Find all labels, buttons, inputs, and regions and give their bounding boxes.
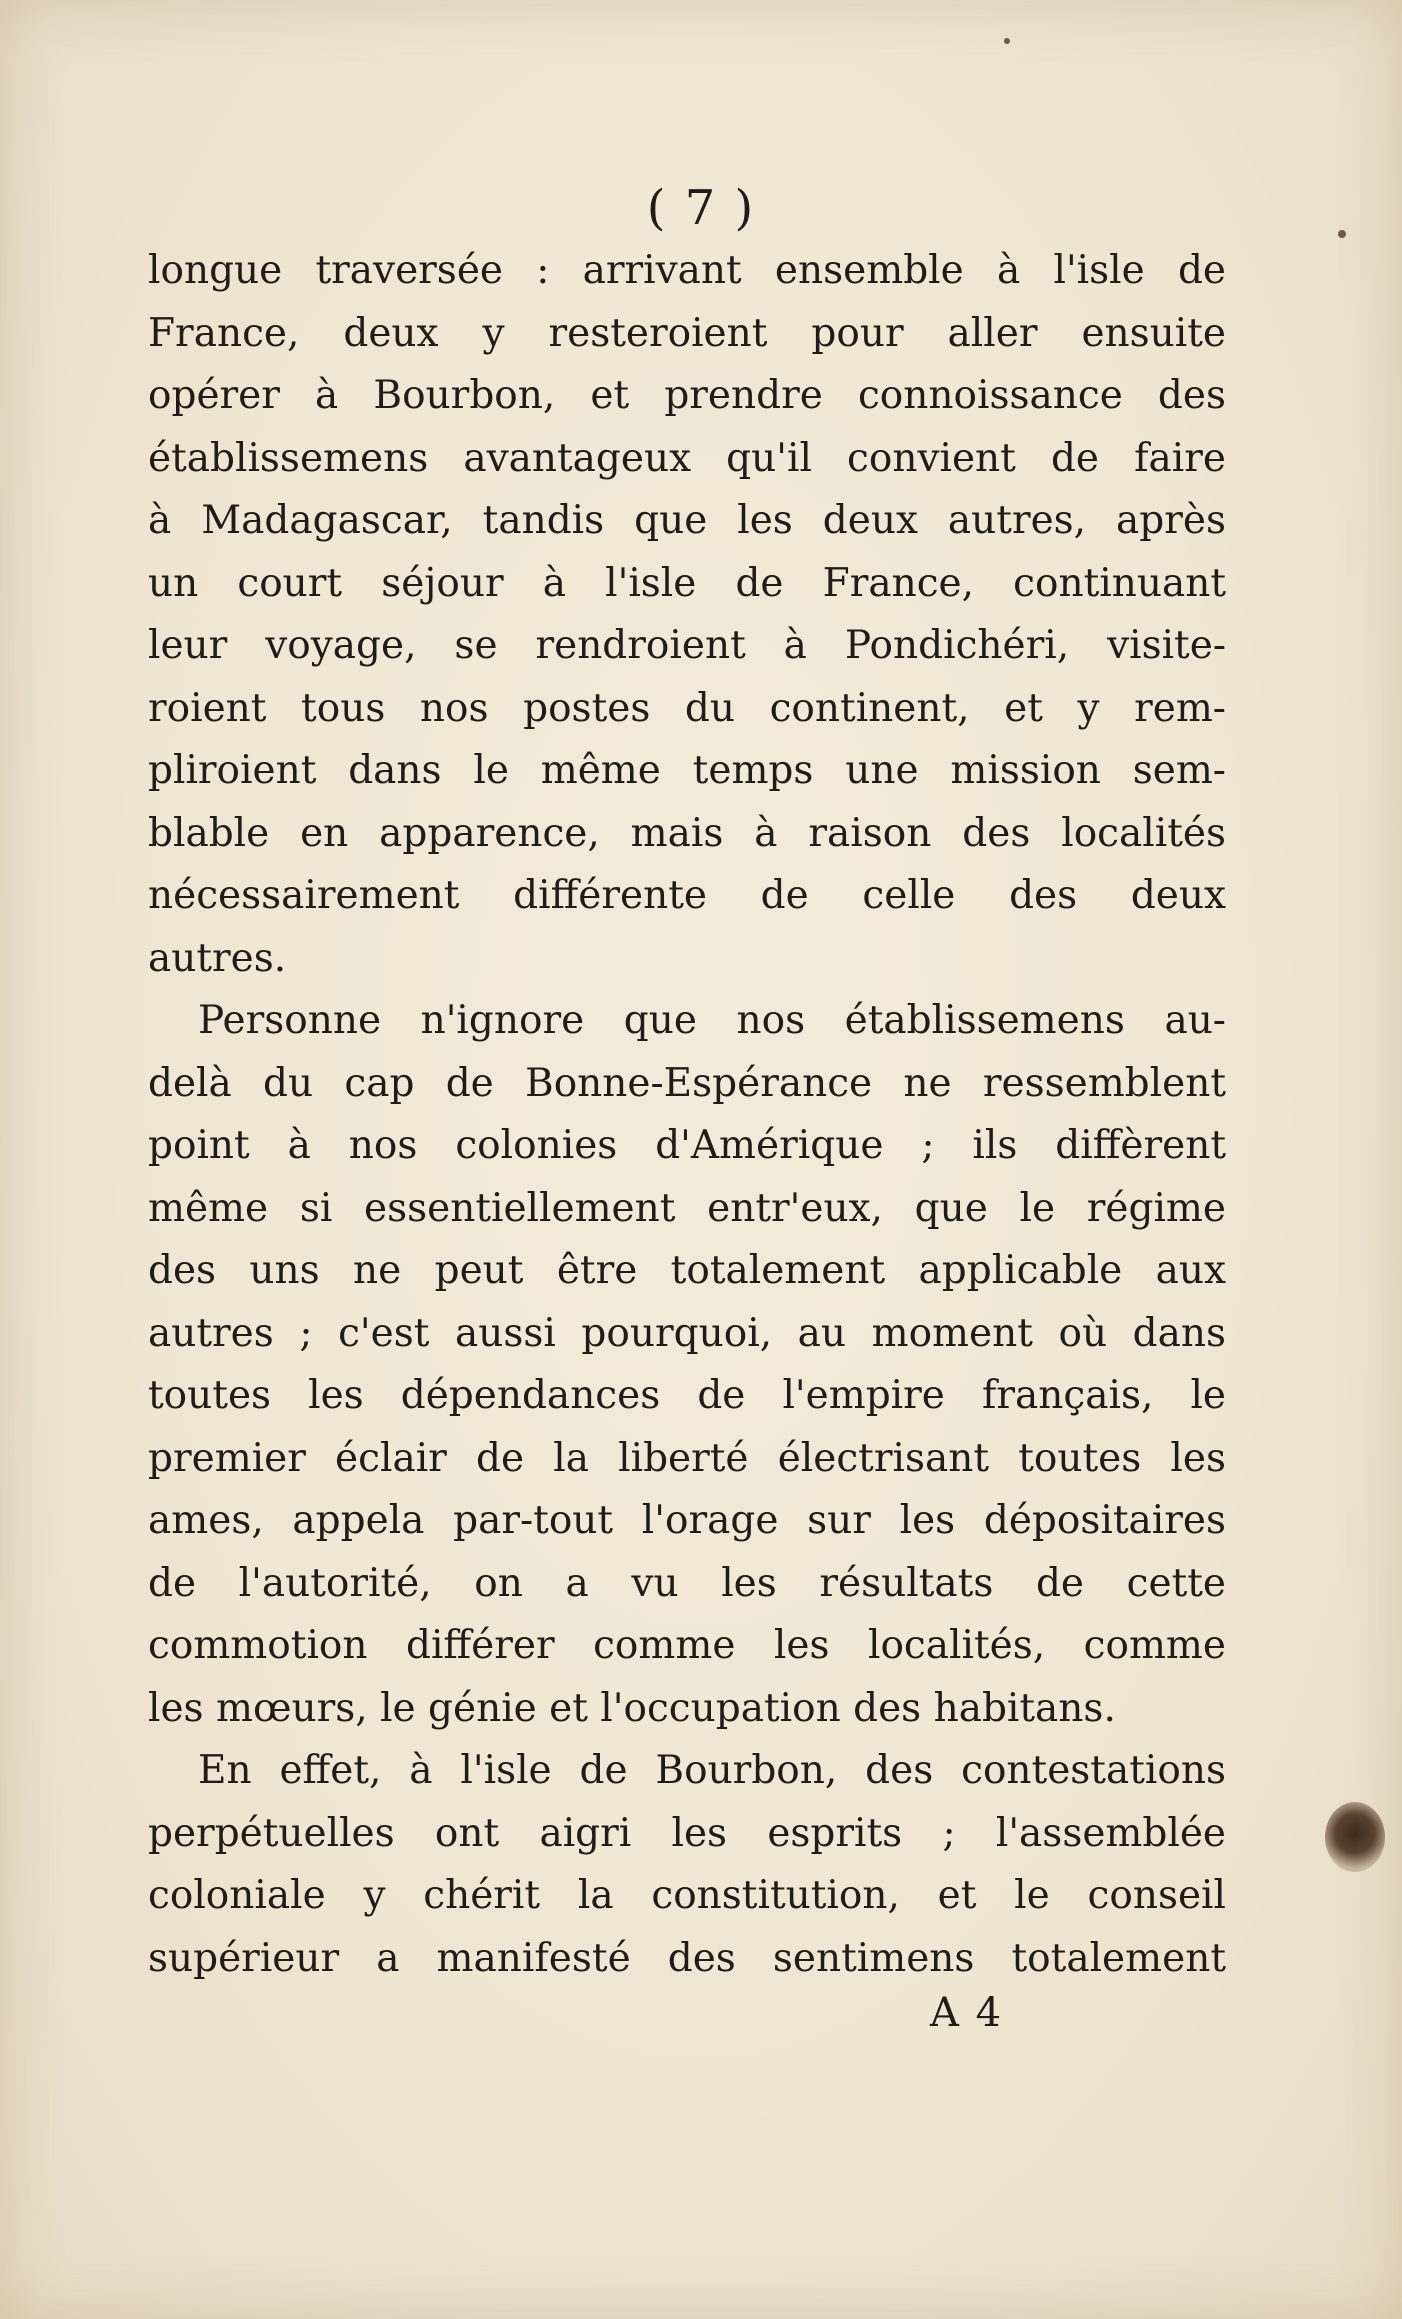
text-line: à Madagascar, tandis que les deux autres, après [148,498,1226,543]
text-line: supérieur a manifesté des sentimens totalement [148,1935,1226,1981]
text-line: commotion différer comme les localités, comme [148,1623,1226,1668]
text-line: même si essentiellement entr'eux, que le régime [148,1185,1226,1231]
text-line: roient tous nos postes du continent, et y rem- [148,685,1226,731]
paper-speck [1004,38,1010,44]
text-line: coloniale y chérit la constitution, et le conseil [148,1873,1226,1918]
text-line: France, deux y resteroient pour aller ensuite [148,310,1226,356]
text-line: Personne n'ignore que nos établissemens au- [198,998,1226,1043]
text-line: les mœurs, le génie et l'occupation des habitans. [148,1685,1116,1731]
signature-mark: A 4 [930,1990,1004,2036]
text-line: delà du cap de Bonne-Espérance ne ressemblent [148,1060,1226,1106]
text-line: ames, appela par-tout l'orage sur les dépositaires [148,1498,1226,1543]
paper-speck [1338,230,1346,238]
page-number: ( 7 ) [646,180,756,236]
text-line: toutes les dépendances de l'empire français, le [148,1373,1226,1418]
text-line: opérer à Bourbon, et prendre connoissance des [148,373,1226,418]
ink-stain [1325,1802,1385,1872]
text-line: pliroient dans le même temps une mission sem- [148,748,1226,793]
text-line: point à nos colonies d'Amérique ; ils diffèrent [148,1123,1226,1168]
text-line: de l'autorité, on a vu les résultats de cette [148,1560,1226,1606]
text-line: En effet, à l'isle de Bourbon, des contestations [198,1748,1226,1793]
text-line: premier éclair de la liberté électrisant toutes les [148,1435,1226,1481]
text-line: blable en apparence, mais à raison des localités [148,810,1226,856]
text-line: longue traversée : arrivant ensemble à l'isle de [148,248,1226,293]
text-line: autres ; c'est aussi pourquoi, au moment où dans [148,1310,1226,1356]
text-line: nécessairement différente de celle des deux [148,873,1226,918]
text-line: un court séjour à l'isle de France, continuant [148,560,1226,606]
text-line: leur voyage, se rendroient à Pondichéri, visite- [148,623,1226,668]
text-line: des uns ne peut être totalement applicable aux [148,1248,1226,1293]
body-text [148,240,1226,1990]
text-line: perpétuelles ont aigri les esprits ; l'assemblée [148,1810,1226,1856]
text-line: autres. [148,935,287,981]
text-line: établissemens avantageux qu'il convient de faire [148,435,1226,481]
